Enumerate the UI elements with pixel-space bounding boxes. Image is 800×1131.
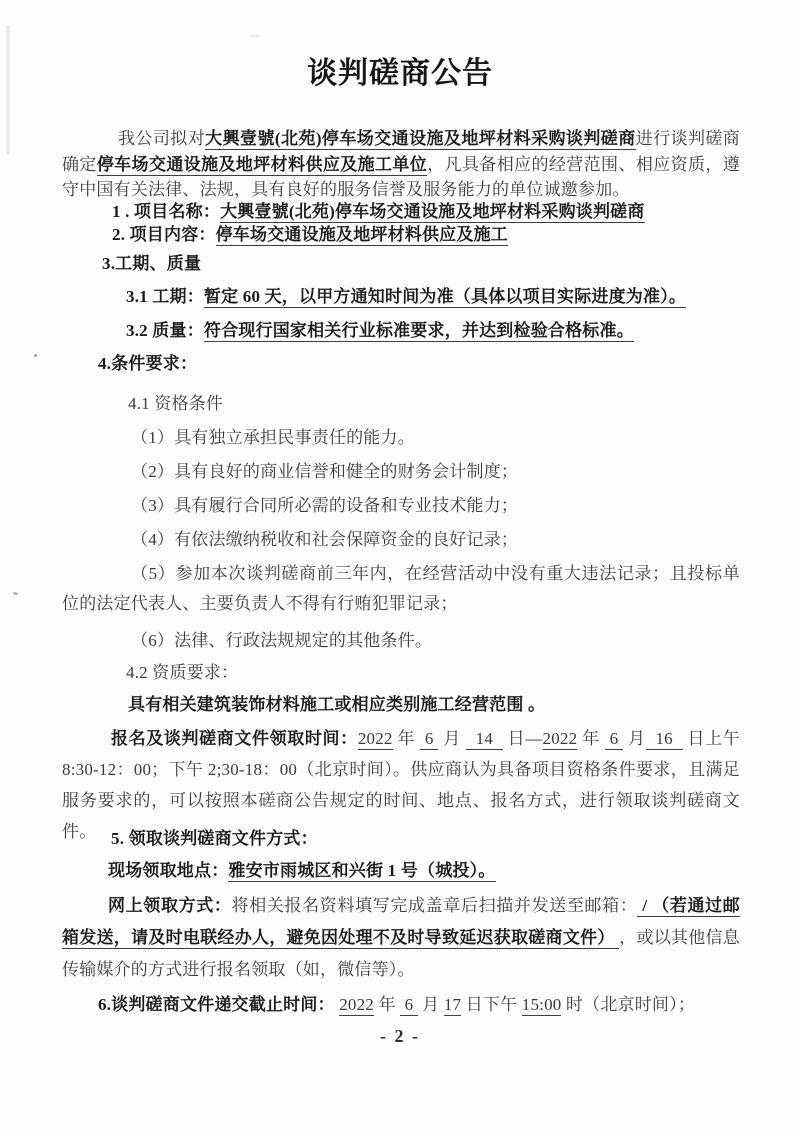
year-separator: 年 (374, 995, 401, 1014)
scan-artifact (34, 354, 37, 357)
onsite-location-value: 雅安市雨城区和兴街 1 号（城投）。 (228, 861, 496, 880)
intro-mid-text: 进行谈判磋商确定 (62, 129, 741, 174)
day-separator: 日下午 (461, 995, 522, 1014)
online-method-label: 网上领取方式： (108, 896, 232, 915)
onsite-location-item (108, 859, 496, 883)
year-separator: 年 (577, 729, 605, 748)
condition-item-5: （5）参加本次谈判磋商前三年内，在经营活动中没有重大违法记录；且投标单位的法定代表人、主要负责人不得有行贿犯罪记录； (62, 564, 740, 613)
certification-heading: 4.2 资质要求： (126, 663, 239, 682)
duration-value: 暂定 60 天，以甲方通知时间为准（具体以项目实际进度为准）。 (203, 287, 687, 306)
document-title: 谈判磋商公告 (307, 57, 493, 90)
condition-item-2: （2）具有良好的商业信誉和健全的财务会计制度； (131, 462, 519, 481)
duration-label: 3.1 工期： (126, 287, 204, 306)
deadline-label: 6.谈判磋商文件递交截止时间： (98, 995, 335, 1014)
onsite-location-label: 现场领取地点： (108, 861, 229, 880)
condition-item-6: （6）法律、行政法规规定的其他条件。 (131, 631, 433, 650)
business-scope-text: 具有相关建筑装饰材料施工或相应类别施工经营范围 。 (128, 695, 546, 714)
quality-label: 3.2 质量： (126, 321, 204, 340)
project-content-value: 停车场交通设施及地坪材料供应及施工 (215, 225, 509, 244)
month-separator: 月 (438, 729, 466, 748)
online-method-tail-text: ，或以其他信息传输媒介的方式进行报名领取（如，微信等）。 (62, 928, 740, 979)
intro-work-unit: 停车场交通设施及地坪材料供应及施工单位 (96, 154, 428, 174)
month-separator: 月 (623, 729, 646, 748)
intro-pre-text: 我公司拟对 (118, 129, 206, 148)
intro-tail-text: ，凡具备相应的经营范围、相应资质，遵守中国有关法律、法规，具有良好的服务信誉及服务能力的单位诚邀参加。 (62, 154, 740, 199)
project-name-value: 大興壹號(北苑)停车场交通设施及地坪材料采购谈判磋商 (220, 202, 645, 221)
deadline-day: 17 (443, 995, 462, 1014)
condition-item-4: （4）有依法缴纳税收和社会保障资金的良好记录； (131, 530, 519, 549)
scan-artifact (250, 34, 260, 38)
deadline-paragraph (98, 992, 695, 1018)
scan-artifact (13, 591, 19, 596)
quality-item (126, 318, 634, 344)
registration-end-day: 16 (645, 729, 683, 748)
registration-start-day: 14 (465, 729, 503, 748)
registration-time-tail: 日上午 8:30-12：00；下午 2;30-18：00（北京时间）。供应商认为具备项目资格条件要求，且满足服务要求的，可以按照本磋商公告规定的时间、地点、报名方式，进行领取谈判磋商文件。 (62, 729, 740, 841)
deadline-tail-text: 时（北京时间）； (561, 995, 696, 1014)
quality-value: 符合现行国家相关行业标准要求，并达到检验合格标准。 (203, 321, 634, 340)
intro-project-name: 大興壹號(北苑)停车场交通设施及地坪材料采购谈判磋商 (205, 129, 636, 148)
section-4-heading: 4.条件要求： (98, 354, 198, 373)
registration-start-year: 2022 (357, 729, 393, 748)
condition-item-3: （3）具有履行合同所必需的设备和专业技术能力； (131, 496, 519, 515)
section-5-heading: 5. 领取谈判磋商文件方式： (111, 829, 318, 848)
day-dash-separator: 日— (502, 729, 543, 748)
deadline-year: 2022 (339, 995, 375, 1014)
qualification-heading: 4.1 资格条件 (128, 394, 224, 413)
section-3-heading: 3.工期、质量 (102, 254, 202, 273)
registration-end-year: 2022 (542, 729, 578, 748)
registration-end-month: 6 (604, 729, 624, 748)
intro-paragraph (62, 126, 740, 203)
deadline-month: 6 (400, 995, 418, 1014)
page-number: - 2 - (380, 1026, 420, 1046)
registration-time-label: 报名及谈判磋商文件领取时间： (111, 729, 358, 748)
project-content-label: 2. 项目内容： (112, 225, 216, 244)
online-method-paragraph (62, 890, 740, 986)
project-name-item (112, 200, 645, 224)
online-method-pre-text: 将相关报名资料填写完成盖章后扫描并发送至邮箱： (231, 896, 638, 915)
online-method-mailbox-note: / （若通过邮箱发送，请及时电联经办人，避免因处理不及时导致延迟获取磋商文件） (62, 896, 740, 947)
month-separator: 月 (417, 995, 444, 1014)
year-separator: 年 (392, 729, 421, 748)
condition-item-1: （1）具有独立承担民事责任的能力。 (131, 428, 415, 447)
registration-start-month: 6 (420, 729, 439, 748)
duration-item (126, 284, 686, 310)
deadline-time: 15:00 (521, 995, 562, 1014)
project-content-item (112, 223, 508, 247)
project-name-label: 1 . 项目名称： (112, 202, 221, 221)
